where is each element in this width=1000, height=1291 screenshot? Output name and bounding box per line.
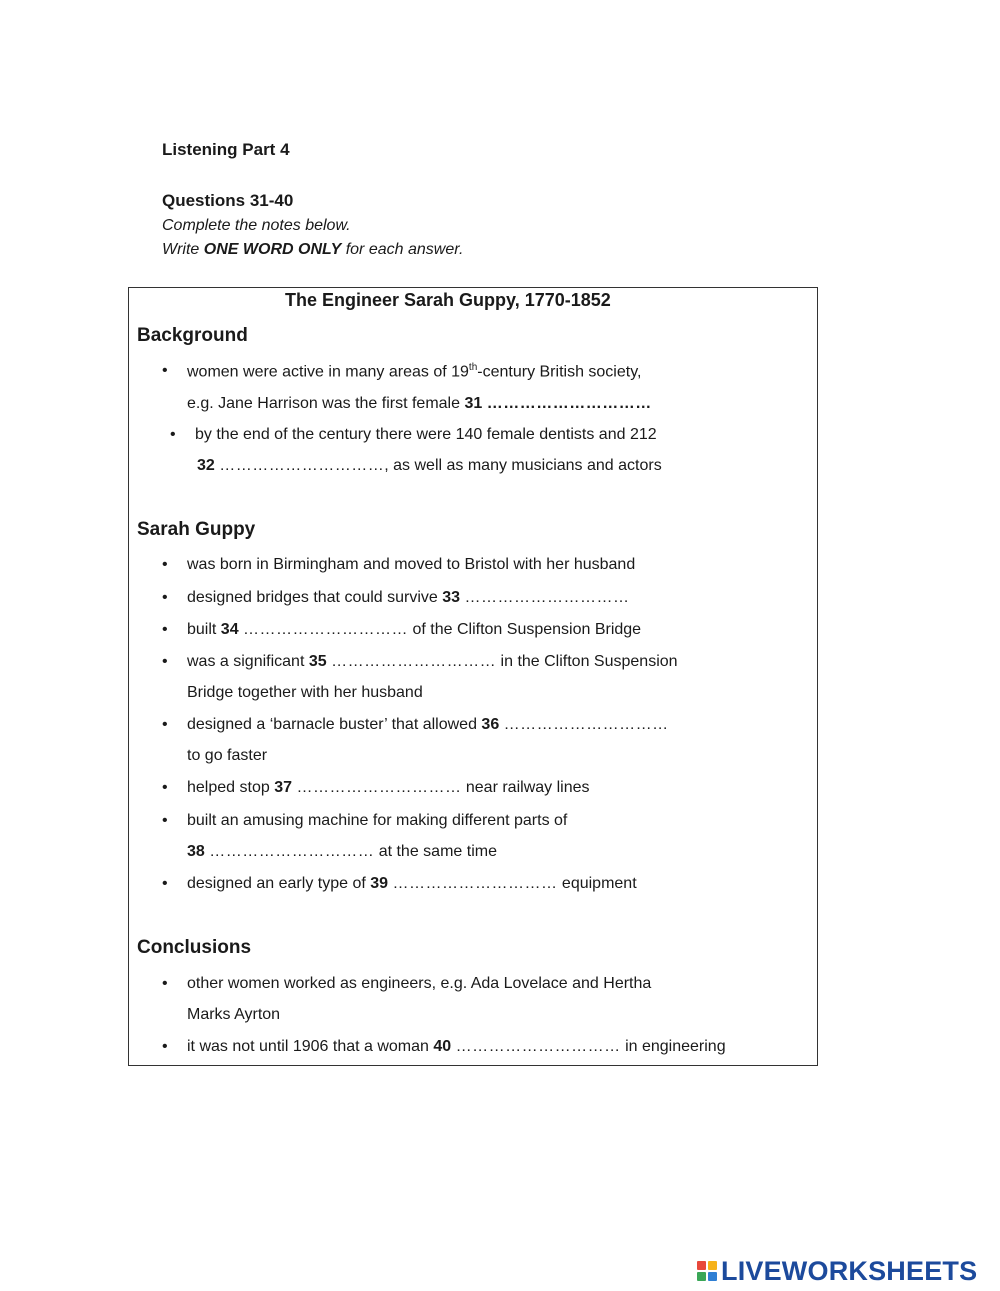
instruction-word-limit: Write ONE WORD ONLY for each answer. [162, 241, 464, 258]
note-conclusions-1-cont: Marks Ayrton [187, 1006, 281, 1023]
logo-blocks-icon [697, 1261, 717, 1281]
question-number-36: 36 [481, 716, 500, 733]
notes-title: The Engineer Sarah Guppy, 1770-1852 [285, 290, 611, 310]
note-sarah-1: was born in Birmingham and moved to Bristol with her husband [187, 556, 636, 573]
bullet-icon: • [162, 779, 168, 796]
question-number-38: 38 [187, 843, 205, 860]
note-sarah-6: helped stop 37 ………………………… near railway lines [187, 779, 590, 796]
instruction-complete-notes: Complete the notes below. [162, 217, 351, 234]
section-heading-background: Background [137, 325, 248, 346]
logo-block [697, 1261, 706, 1270]
answer-blank-38[interactable]: ………………………… [209, 843, 375, 860]
answer-blank-39[interactable]: ………………………… [392, 875, 558, 892]
note-sarah-7: built an amusing machine for making different parts of [187, 812, 568, 829]
note-background-1: women were active in many areas of 19th-century British society, [187, 362, 642, 381]
section-heading-conclusions: Conclusions [137, 937, 252, 958]
note-sarah-3: built 34 ………………………… of the Clifton Suspension Bridge [187, 621, 642, 638]
logo-block [708, 1272, 717, 1281]
question-number-34: 34 [220, 621, 239, 638]
answer-blank-31[interactable]: ………………………… [486, 395, 652, 412]
answer-blank-40[interactable]: ………………………… [455, 1038, 621, 1055]
bullet-icon: • [162, 556, 168, 573]
part-title: Listening Part 4 [162, 140, 290, 159]
answer-blank-34[interactable]: ………………………… [243, 621, 409, 638]
bullet-icon: • [170, 426, 176, 443]
bullet-icon: • [162, 589, 168, 606]
logo-block [708, 1261, 717, 1270]
note-background-2-cont: 32 …………………………, as well as many musicians and actors [197, 457, 662, 474]
bullet-icon: • [162, 812, 168, 829]
question-number-39: 39 [370, 875, 389, 892]
note-sarah-2: designed bridges that could survive 33 ………………………… [187, 589, 630, 606]
bullet-icon: • [162, 653, 168, 670]
note-background-2: by the end of the century there were 140 female dentists and 212 [195, 426, 657, 443]
bullet-icon: • [162, 362, 168, 379]
answer-blank-33[interactable]: ………………………… [464, 589, 630, 606]
note-sarah-7-cont: 38 ………………………… at the same time [187, 843, 497, 860]
bullet-icon: • [162, 621, 168, 638]
questions-title: Questions 31-40 [162, 191, 294, 210]
note-conclusions-2: it was not until 1906 that a woman 40 ………………………… in engineering [187, 1038, 726, 1055]
bullet-icon: • [162, 975, 168, 992]
note-sarah-5-cont: to go faster [187, 747, 268, 764]
question-number-32: 32 [197, 457, 215, 474]
question-number-37: 37 [274, 779, 292, 796]
answer-blank-32[interactable]: ………………………… [219, 457, 385, 474]
logo-text: LIVEWORKSHEETS [721, 1255, 978, 1286]
answer-blank-36[interactable]: ………………………… [503, 716, 669, 733]
logo-block [697, 1272, 706, 1281]
note-sarah-4: was a significant 35 ………………………… in the Clifton Suspension [187, 653, 678, 670]
note-sarah-8: designed an early type of 39 ………………………… equipment [187, 875, 637, 892]
note-conclusions-1: other women worked as engineers, e.g. Ada Lovelace and Hertha [187, 975, 652, 992]
question-number-35: 35 [308, 653, 327, 670]
section-heading-sarah-guppy: Sarah Guppy [137, 519, 256, 540]
question-number-40: 40 [433, 1038, 452, 1055]
bullet-icon: • [162, 716, 168, 733]
answer-blank-37[interactable]: ………………………… [296, 779, 462, 796]
note-background-1-cont: e.g. Jane Harrison was the first female 31 ………………………… [187, 395, 652, 412]
question-number-31: 31 [464, 395, 483, 412]
note-sarah-5: designed a ‘barnacle buster’ that allowed 36 ………………………… [187, 716, 669, 733]
question-number-33: 33 [442, 589, 461, 606]
liveworksheets-logo [697, 1255, 977, 1287]
bullet-icon: • [162, 1038, 168, 1055]
note-sarah-4-cont: Bridge together with her husband [187, 684, 423, 701]
answer-blank-35[interactable]: ………………………… [331, 653, 497, 670]
bullet-icon: • [162, 875, 168, 892]
